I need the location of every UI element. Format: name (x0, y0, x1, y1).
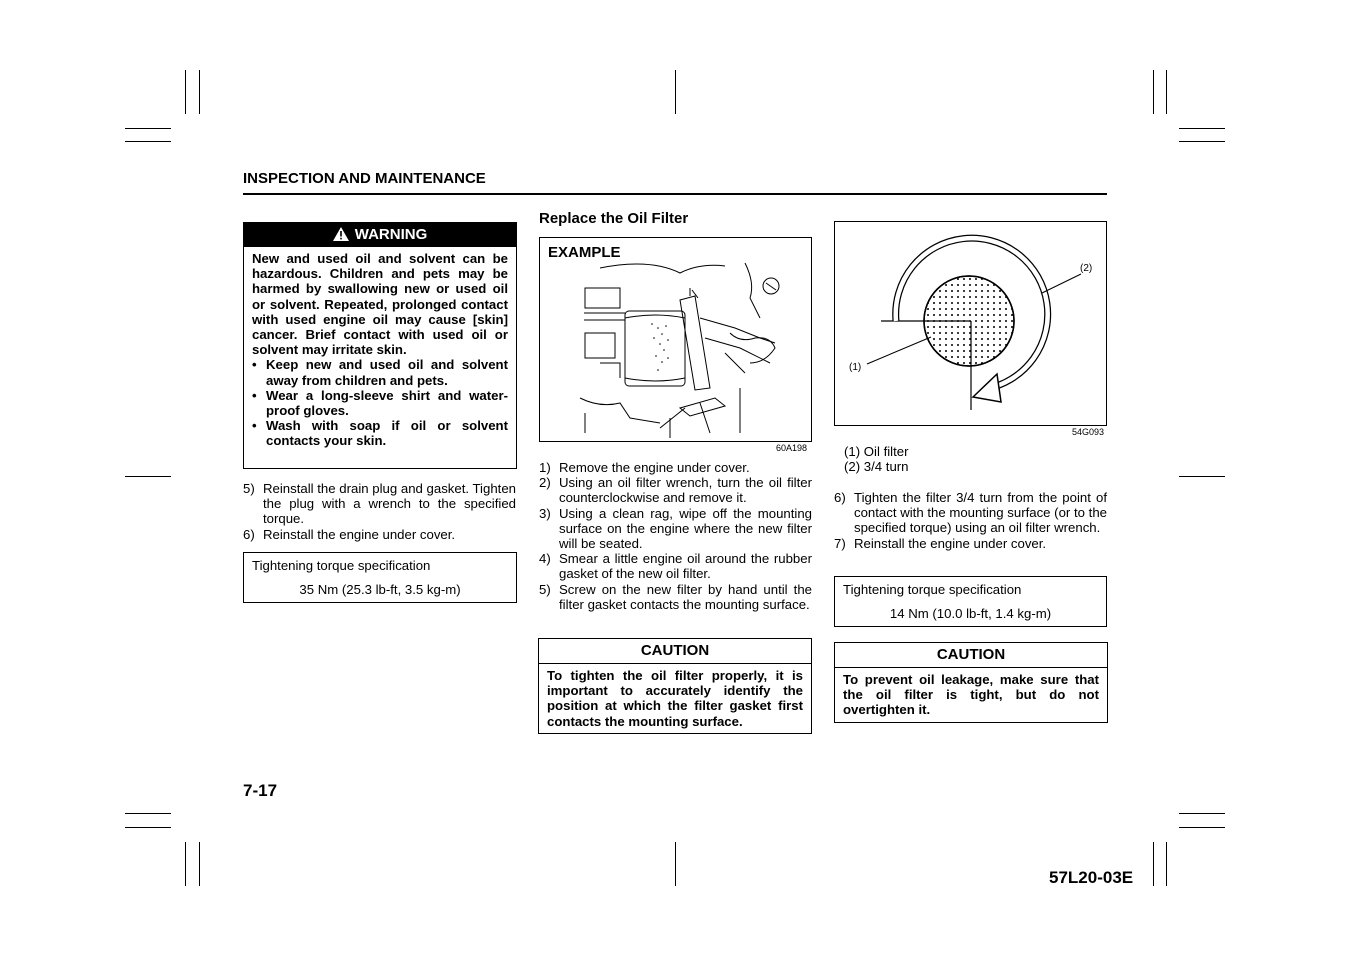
warning-text: New and used oil and solvent can be hazardous. Children and pets may be harmed by swallowing new or used oil or solvent. Repeated, prolonged contact with used engine oil may cause [skin] cancer. Brief contact with used oil or solvent may irritate skin. (252, 251, 508, 358)
figure-code: 54G093 (1072, 427, 1105, 437)
figure-label: EXAMPLE (548, 244, 621, 261)
list-item: 7) Reinstall the engine under cover. (834, 535, 1047, 551)
torque-value: 14 Nm (10.0 lb-ft, 1.4 kg-m) (889, 606, 1052, 621)
callout-2: (2) (1080, 263, 1093, 274)
left-steps (243, 481, 516, 542)
section-header: INSPECTION AND MAINTENANCE (243, 170, 486, 187)
caution-box (834, 642, 1108, 723)
caution-title: CAUTION (539, 639, 811, 664)
warning-header (244, 223, 516, 247)
list-item: 6) Tighten the filter 3/4 turn from the point of contact with the mounting surface (or to the specified torque) using an oil filter wrench. (834, 490, 1107, 536)
filter-turn-diagram (835, 222, 1106, 425)
caution-box (538, 638, 812, 734)
header-rule (243, 193, 1107, 195)
middle-steps (539, 460, 812, 612)
legend-item: (1) Oil filter (844, 444, 909, 459)
list-item: 3) Using a clean rag, wipe off the mounting surface on the engine where the new filter will be seated. (539, 505, 812, 552)
figure-code: 60A198 (776, 443, 808, 453)
caution-text: To tighten the oil filter properly, it is important to accurately identify the position at which the filter gasket first contacts the mounting surface. (547, 668, 803, 729)
right-steps (834, 490, 1107, 551)
torque-spec-box (243, 552, 517, 603)
warning-bullet: • Wear a long-sleeve shirt and water-proof gloves. (252, 387, 508, 419)
list-item: 5) Screw on the new filter by hand until the filter gasket contacts the mounting surface. (539, 581, 812, 612)
warning-box (243, 222, 517, 469)
torque-value: 35 Nm (25.3 lb-ft, 3.5 kg-m) (299, 582, 461, 597)
section-title: Replace the Oil Filter (539, 210, 689, 227)
document-code: 57L20-03E (1049, 868, 1134, 887)
list-item: 6) Reinstall the engine under cover. (243, 526, 456, 542)
list-item: 1) Remove the engine under cover. (539, 460, 750, 475)
caution-text: To prevent oil leakage, make sure that the oil filter is tight, but do not overtighten it. (843, 672, 1099, 718)
warning-title: WARNING (354, 226, 428, 243)
page-number: 7-17 (243, 781, 278, 800)
wrench-illustration (540, 238, 811, 441)
list-item: 2) Using an oil filter wrench, turn the oil filter counterclockwise and remove it. (539, 475, 812, 506)
warning-triangle-icon (333, 227, 349, 241)
list-item: 5) Reinstall the drain plug and gasket. Tighten the plug with a wrench to the specified torque. (243, 481, 516, 527)
list-item: 4) Smear a little engine oil around the rubber gasket of the new oil filter. (539, 551, 812, 582)
caution-title: CAUTION (835, 643, 1107, 668)
figure-legend (844, 444, 909, 474)
torque-spec-box (834, 576, 1107, 627)
legend-item: (2) 3/4 turn (844, 459, 909, 475)
figure-filter-turn (834, 221, 1107, 426)
warning-bullet: • Wash with soap if oil or solvent contacts your skin. (252, 418, 508, 449)
figure-oil-filter-wrench (539, 237, 812, 442)
callout-1: (1) (849, 362, 862, 373)
torque-label: Tightening torque specification (843, 582, 1022, 597)
warning-bullet: • Keep new and used oil and solvent away from children and pets. (252, 357, 508, 388)
torque-label: Tightening torque specification (252, 558, 431, 573)
